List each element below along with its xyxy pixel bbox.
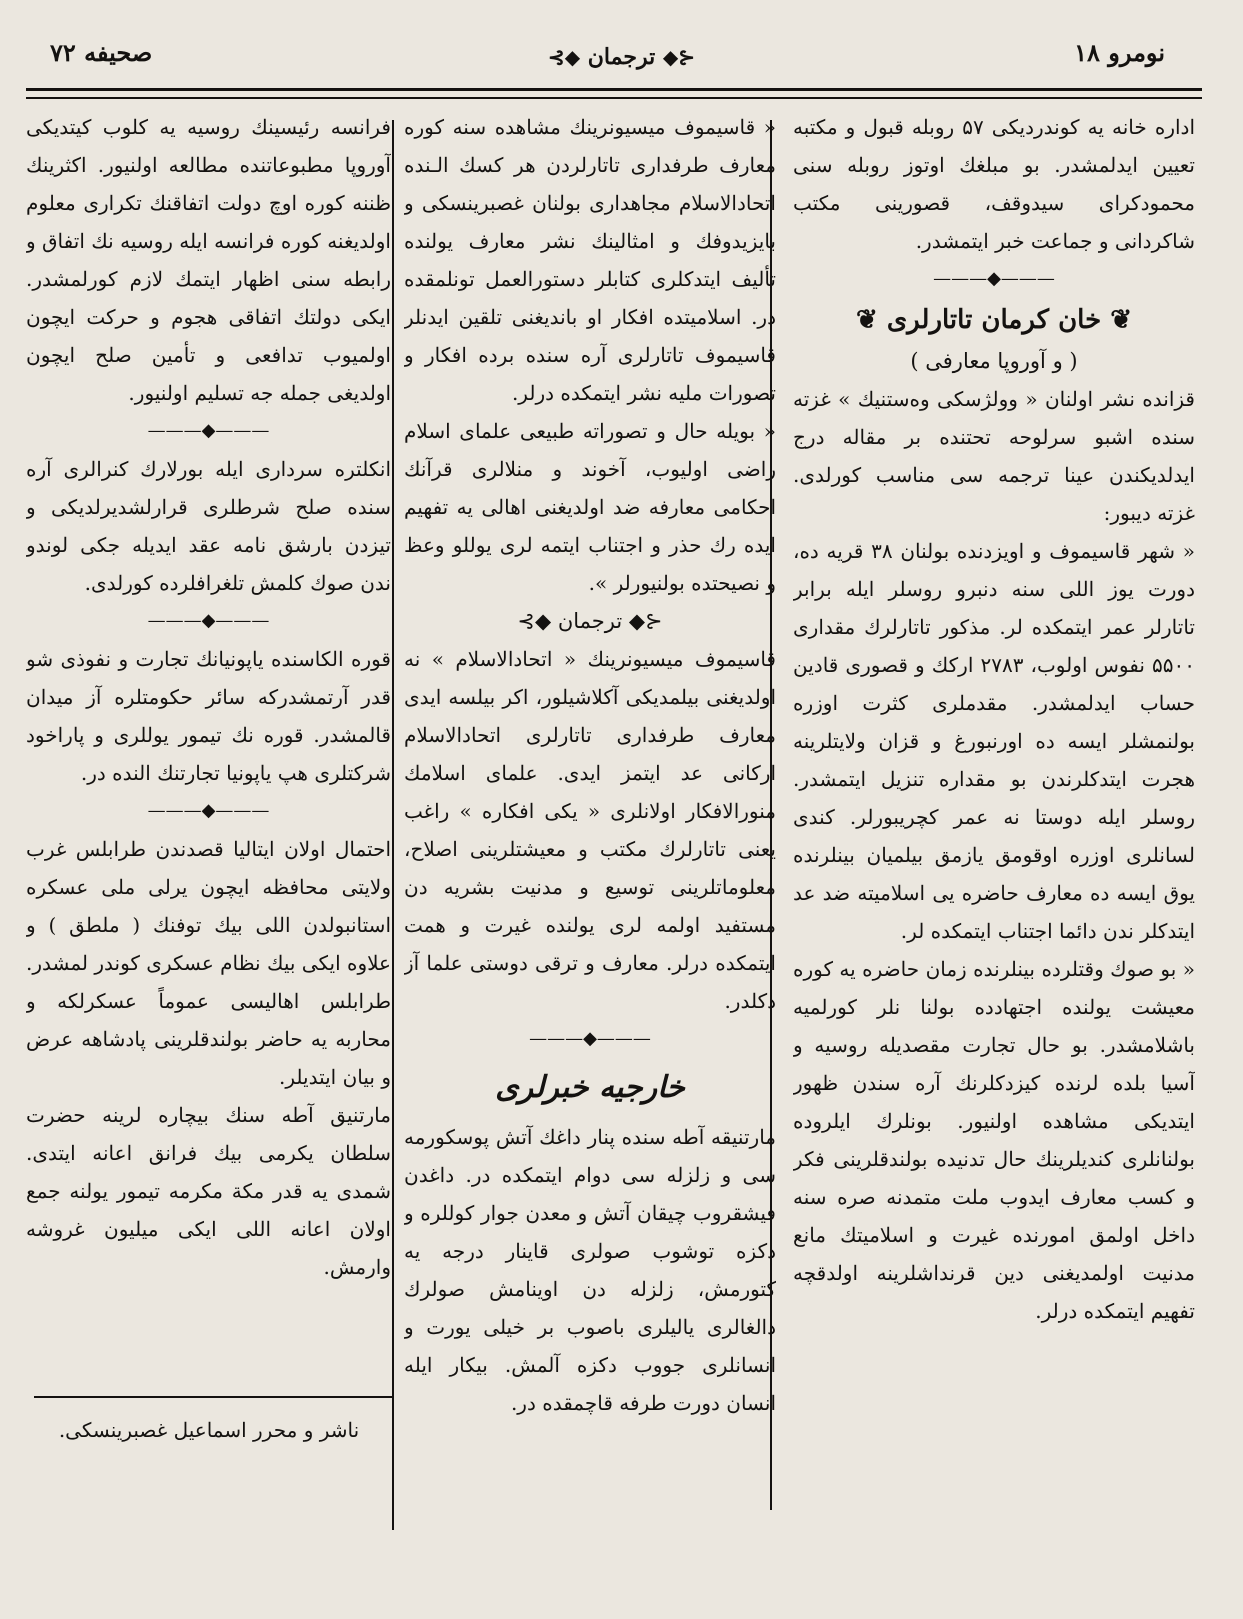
paragraph: « بو صوك وقتلرده بینلرنده زمان حاضره یه کوره معیشت یولنده اجتهادده بولنا نلر کورلمیه باشلامشدر. بو حال تجارت مقصدیله روسیه و آسیا بلده لرنده کیزدکلرنك آره سندن ظهور ایتدیکی مشاهده اولنیور. بونلرك ایلروده بولنانلری کندیلرینك حال تدنیده بولندقلرینی فکر و کسب معارف ایدوب ملت متمدنه صره سنه داخل اولمق امورنده غیرت و اسلامیتك مانع مدنیت اولمدیغنی دین قرنداشلرینه اولدقچه تفهیم ایتمکده درلر. — [793, 957, 1195, 1323]
masthead-title: ترجمان — [587, 44, 656, 70]
separator-diamond-icon: ———◆——— — [147, 610, 270, 631]
page-number: صحیفه ۷۲ — [50, 38, 153, 67]
paragraph: قوره الکاسنده یاپونیانك تجارت و نفوذی شو قدر آرتمشدرکه سائر حکومتلره آز میدان قالمشدر. قوره نك تیمور یوللری و پاراخود شرکتلری هپ یاپونیا تجارتنك النده در. — [26, 647, 391, 785]
ornament-left-icon: ⊰◆ — [662, 45, 696, 69]
footer-rule — [34, 1396, 392, 1398]
ornament-icon: ❦ — [1101, 305, 1133, 335]
header-rule — [26, 88, 1202, 91]
paragraph: قزانده نشر اولنان « وولژسکی وەستنیك » غزته سنده اشبو سرلوحه تحتنده بر مقاله درج ایدلدیکندن عینا ترجمه سی مناسب کورلدی. غزته دیبور: — [793, 387, 1195, 525]
section-heading-text: ترجمان — [557, 609, 623, 633]
paragraph: فرانسه رئیسینك روسیه یه کلوب کیتدیکی آوروپا مطبوعاتنده مطالعه اولنیور. اکثرینك ظننه کوره اوچ دولت اتفاقنك تکراری معلوم اولدیغنه کوره فرانسه ایله روسیه نك اتفاق و رابطه سنی اظهار ایتمك لازم کورلمشدر. ایکی دولتك اتفاقی هجوم و حرکت ایچون اولمیوب تدافعی و تأمین صلح ایچون اولدیغی جمله جه تسلیم اولنیور. — [26, 115, 391, 405]
foreign-news-title: خارجیه خبرلری — [495, 1070, 685, 1105]
separator-diamond-icon: ———◆——— — [529, 1028, 651, 1049]
issue-number: نومرو ۱۸ — [1074, 38, 1165, 67]
column-left — [26, 108, 391, 1558]
separator-diamond-icon: ———◆——— — [147, 420, 270, 441]
separator-diamond-icon: ———◆——— — [933, 268, 1055, 289]
paragraph: اداره خانه یه کوندردیکی ۵۷ روبله قبول و مکتبه تعیین ایدلمشدر. بو مبلغك اوتوز روبله سنی محمودکرای سیدوقف، قصورینی مکتب شاکردانی و جماعت خبر ایتمشدر. — [793, 115, 1195, 253]
article-title — [793, 298, 1195, 342]
masthead — [0, 44, 1243, 70]
paragraph: مارتنیقه آطه سنده پنار داغك آتش پوسکورمه سی و زلزله سی دوام ایتمکده در. داغدن فیشقروب چیقان آتش و معدن جوار کوللره و دکزه توشوب صولری قاینار درجه یه کتورمش، زلزله دن اوینامش صولرك دالغالری یالیلری باصوب بر خیلی یورت و انسانلری جووب دکزه آلمش. بیکار ایله انسان دورت طرفه قاچمقده در. — [404, 1125, 776, 1415]
ornament-right-icon: ◆⊱ — [547, 45, 581, 69]
paragraph: مارتنیق آطه سنك بیچاره لرینه حضرت سلطان یکرمی بیك فرانق اعانه ایتدی. شمدی یه قدر مکة مکرمه تیمور یولنه جمع اولان اعانه اللی ایکی میلیون غروشه وارمش. — [26, 1103, 391, 1279]
section-heading — [404, 602, 776, 640]
paragraph: « شهر قاسیموف و اویزدنده بولنان ۳۸ قریه ده، دورت یوز اللی سنه دنبرو روسلر ایله برابر تاتارلر عمر ایتمکده لر. مذکور تاتارلرك مقداری ۵۵۰۰ نفوس اولوب، ۲۷۸۳ ارکك و قصوری قادین حساب ایدلمشدر. مقدملری کثرت اوزره بولنمشلر ایسه ده اورنبورغ و قزان ولایتلرینه هجرت ایتدکلرندن بو مقداره تنزیل ایتمشدر. روسلر ایله دوستا نه عمر کچریبورلر. کندی لسانلری اوزره اوقومق یازمق بیلمیان بینلرنده یوق ایسه ده معارف حاضره یی اسلامیته ضد عد ایتدکلر ندن دائما اجتناب ایتمکده لر. — [793, 539, 1195, 943]
paragraph: قاسیموف میسیونرینك « اتحادالاسلام » نه اولدیغنی بیلمدیکی آکلاشیلور، اکر بیلسه ایدی معارف طرفداری تاتارلری اتحادالاسلام ارکانی عد ایتمز ایدی. علمای اسلامك منورالافکار اولانلری « یکی افکاره » راغب یعنی تاتارلرك مکتب و معیشتلرینی اصلاح، معلوماتلرینی توسیع و مدنیت بشریه دن مستفید اولمه لری یولنده غیرت و همت ایتمکده درلر. معارف و ترقی دوستی علما آز دکلدر. — [404, 647, 776, 1013]
paragraph: انکلتره سرداری ایله بورلارك کنرالری آره سنده صلح شرطلری قرارلشدیرلدیکی و تیزدن بارشق نامه عقد ایدیله جکی لوندو ندن صوك کلمش تلغرافلرده کورلدی. — [26, 457, 391, 595]
article-subtitle: ( و آوروپا معارفی ) — [910, 349, 1078, 373]
column-right — [793, 108, 1195, 1488]
paragraph: « بویله حال و تصوراته طبیعی علمای اسلام راضی اولیوب، آخوند و منلالری قرآنك احکامی معارفه ضد اولدیغنی اهالی یه تفهیم ایده رك حذر و اجتناب ایتمه لری یوللو وعظ و نصیحتده بولنیورلر ». — [404, 419, 776, 595]
ornament-icon: ❦ — [855, 305, 878, 335]
ornament-icon: ◆⊱ — [517, 609, 552, 633]
column-middle — [404, 108, 776, 1508]
column-divider — [392, 120, 394, 1530]
paragraph: احتمال اولان ایتالیا قصدندن طرابلس غرب ولایتی محافظه ایچون یرلی ملی عسکره استانبولدن اللی بیك توفنك ( ملطق ) و علاوه ایکی بیك نظام عسکری کوندر لمشدر. طرابلس اهالیسی عموماً عسکرلکه و محاربه یه حاضر بولندقلرینی پادشاهه عرض و بیان ایتدیلر. — [26, 837, 391, 1089]
paragraph: « قاسیموف میسیونرینك مشاهده سنه کوره معارف طرفداری تاتارلردن هر کسك الـنده اتحادالاسلام مجاهداری بولنان غصبرینسکی و بایزیدوفك و امثالینك نشر معارف یولنده تألیف ایتدکلری کتابلر دستورالعمل تونلمقده در. اسلامیتده افکار او باندیغنی تلقین ایدنلر قاسیموف تاتارلری آره سنده برده افکار و تصورات ملیه نشر ایتمکده درلر. — [404, 115, 776, 405]
publisher-line: ناشر و محرر اسماعیل غصبرینسکی. — [58, 1418, 360, 1442]
header-rule-thin — [26, 97, 1202, 99]
ornament-icon: ⊰◆ — [622, 609, 663, 633]
separator-diamond-icon: ———◆——— — [147, 800, 270, 821]
article-title-text: خان کرمان تاتارلری — [886, 305, 1102, 335]
